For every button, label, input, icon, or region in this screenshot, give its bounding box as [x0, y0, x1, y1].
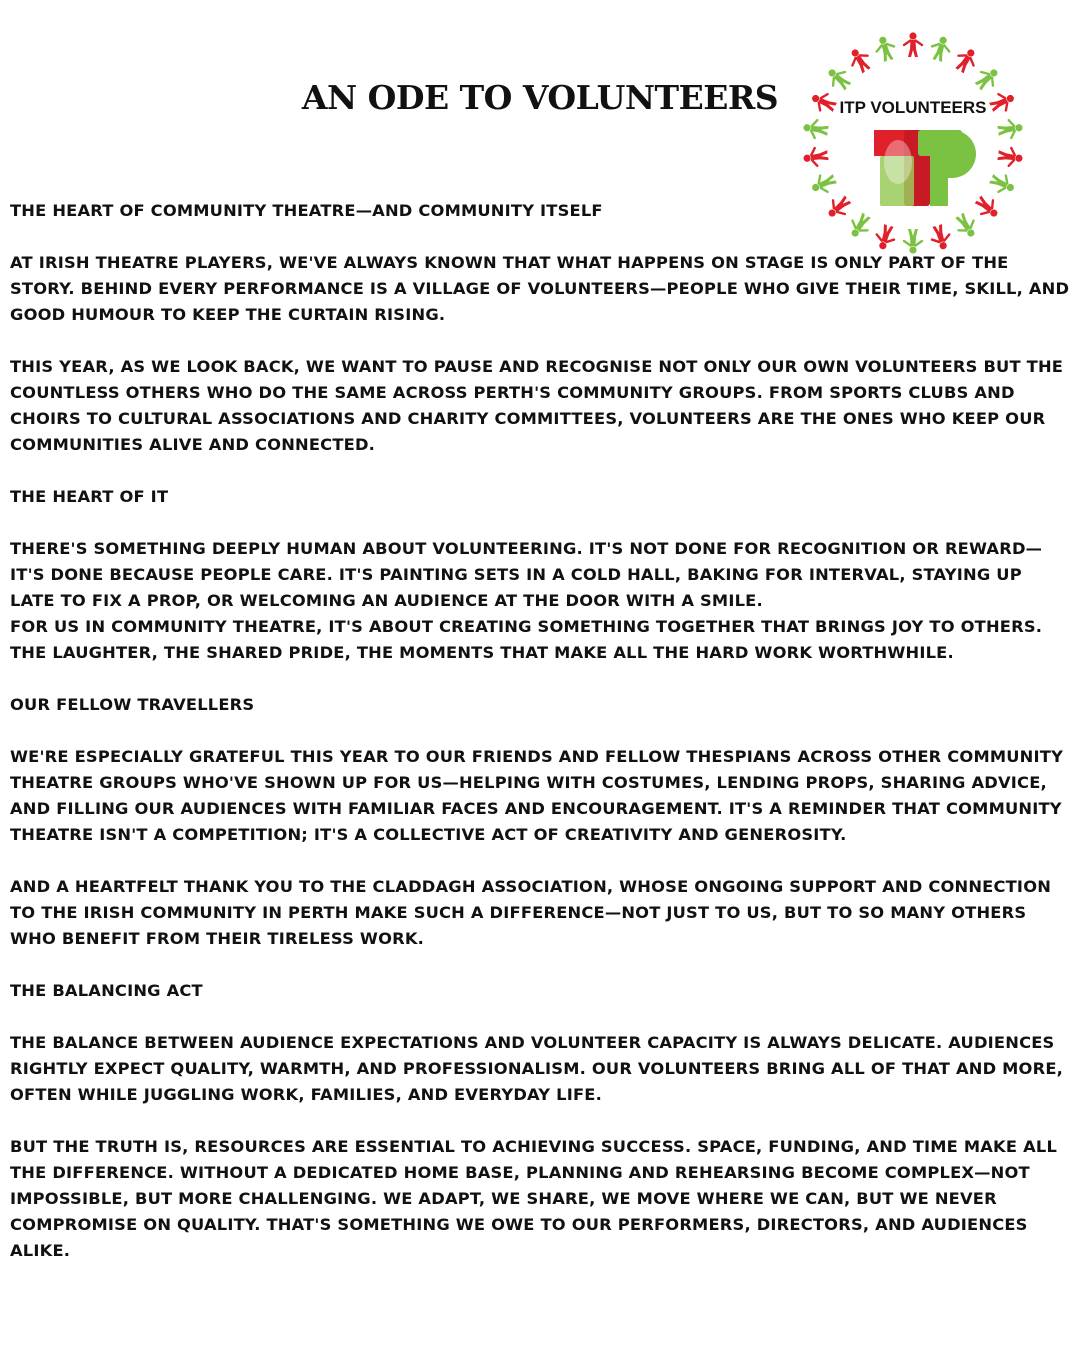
- paragraph: THE BALANCE BETWEEN AUDIENCE EXPECTATIONS AND VOLUNTEER CAPACITY IS ALWAYS DELICATE. AUDIENCES RIGHTLY EXPECT QUALITY, WARMTH, AND PROFESSIONALISM. OUR VOLUNTEERS BRING ALL OF THAT AND MORE, OFTEN WHILE JUGGLING WORK, FAMILIES, AND EVERYDAY LIFE.: [10, 1033, 1064, 1104]
- paragraph: BUT THE TRUTH IS, RESOURCES ARE ESSENTIAL TO ACHIEVING SUCCESS. SPACE, FUNDING, AND TIME MAKE ALL THE DIFFERENCE. WITHOUT A DEDICATED HOME BASE, PLANNING AND REHEARSING BECOME COMPLEX—NOT IMPOSSIBLE, BUT MORE CHALLENGING. WE ADAPT, WE SHARE, WE MOVE WHERE WE CAN, BUT WE NEVER COMPROMISE ON QUALITY. THAT'S SOMETHING WE OWE TO OUR PERFORMERS, DIRECTORS, AND AUDIENCES ALIKE.: [10, 1137, 1058, 1260]
- person-icon: [952, 45, 980, 75]
- person-icon: [846, 45, 874, 75]
- person-icon: [809, 171, 839, 198]
- itp-monogram: [874, 130, 976, 206]
- paragraph: THIS YEAR, AS WE LOOK BACK, WE WANT TO PAUSE AND RECOGNISE NOT ONLY OUR OWN VOLUNTEERS BUT THE COUNTLESS OTHERS WHO DO THE SAME ACROSS PERTH'S COMMUNITY GROUPS. FROM SPORTS CLUBS AND CHOIRS TO CULTURAL ASSOCIATIONS AND CHARITY COMMITTEES, VOLUNTEERS ARE THE ONES WHO KEEP OUR COMMUNITIES ALIVE AND CONNECTED.: [10, 357, 1064, 454]
- person-icon: [929, 34, 953, 63]
- paragraph: AT IRISH THEATRE PLAYERS, WE'VE ALWAYS KNOWN THAT WHAT HAPPENS ON STAGE IS ONLY PART OF THE STORY. BEHIND EVERY PERFORMANCE IS A VILLAGE OF VOLUNTEERS—PEOPLE WHO GIVE THEIR TIME, SKILL, AND GOOD HUMOUR TO KEEP THE CURTAIN RISING.: [10, 253, 1070, 324]
- person-icon: [802, 146, 829, 167]
- article-body: [10, 198, 1072, 1290]
- section-heading: THE HEART OF IT: [10, 487, 169, 506]
- person-icon: [997, 146, 1024, 167]
- person-icon: [904, 32, 922, 57]
- person-icon: [997, 118, 1024, 139]
- person-icon: [972, 64, 1002, 94]
- person-icon: [987, 171, 1017, 198]
- paragraph: FOR US IN COMMUNITY THEATRE, IT'S ABOUT CREATING SOMETHING TOGETHER THAT BRINGS JOY TO OTHERS. THE LAUGHTER, THE SHARED PRIDE, THE MOMENTS THAT MAKE ALL THE HARD WORK WORTHWHILE.: [10, 617, 1043, 662]
- person-icon: [824, 64, 854, 94]
- paragraph: WE'RE ESPECIALLY GRATEFUL THIS YEAR TO OUR FRIENDS AND FELLOW THESPIANS ACROSS OTHER COMMUNITY THEATRE GROUPS WHO'VE SHOWN UP FOR US—HELPING WITH COSTUMES, LENDING PROPS, SHARING ADVICE, AND FILLING OUR AUDIENCES WITH FAMILIAR FACES AND ENCOURAGEMENT. IT'S A REMINDER THAT COMMUNITY THEATRE ISN'T A COMPETITION; IT'S A COLLECTIVE ACT OF CREATIVITY AND GENEROSITY.: [10, 747, 1064, 844]
- section-heading: OUR FELLOW TRAVELLERS: [10, 695, 255, 714]
- person-icon: [873, 34, 897, 63]
- person-icon: [802, 118, 829, 139]
- logo-text: ITP VOLUNTEERS: [839, 98, 987, 117]
- section-heading: THE HEART OF COMMUNITY THEATRE—AND COMMUNITY ITSELF: [10, 201, 603, 220]
- paragraph: AND A HEARTFELT THANK YOU TO THE CLADDAGH ASSOCIATION, WHOSE ONGOING SUPPORT AND CONNECTION TO THE IRISH COMMUNITY IN PERTH MAKE SUCH A DIFFERENCE—NOT JUST TO US, BUT TO SO MANY OTHERS WHO BENEFIT FROM THEIR TIRELESS WORK.: [10, 877, 1052, 948]
- section-heading: THE BALANCING ACT: [10, 981, 203, 1000]
- person-icon: [987, 89, 1017, 116]
- paragraph: THERE'S SOMETHING DEEPLY HUMAN ABOUT VOLUNTEERING. IT'S NOT DONE FOR RECOGNITION OR REWARD—IT'S DONE BECAUSE PEOPLE CARE. IT'S PAINTING SETS IN A COLD HALL, BAKING FOR INTERVAL, STAYING UP LATE TO FIX A PROP, OR WELCOMING AN AUDIENCE AT THE DOOR WITH A SMILE.: [10, 539, 1043, 610]
- person-icon: [809, 89, 839, 116]
- page-title: AN ODE TO VOLUNTEERS: [301, 78, 779, 117]
